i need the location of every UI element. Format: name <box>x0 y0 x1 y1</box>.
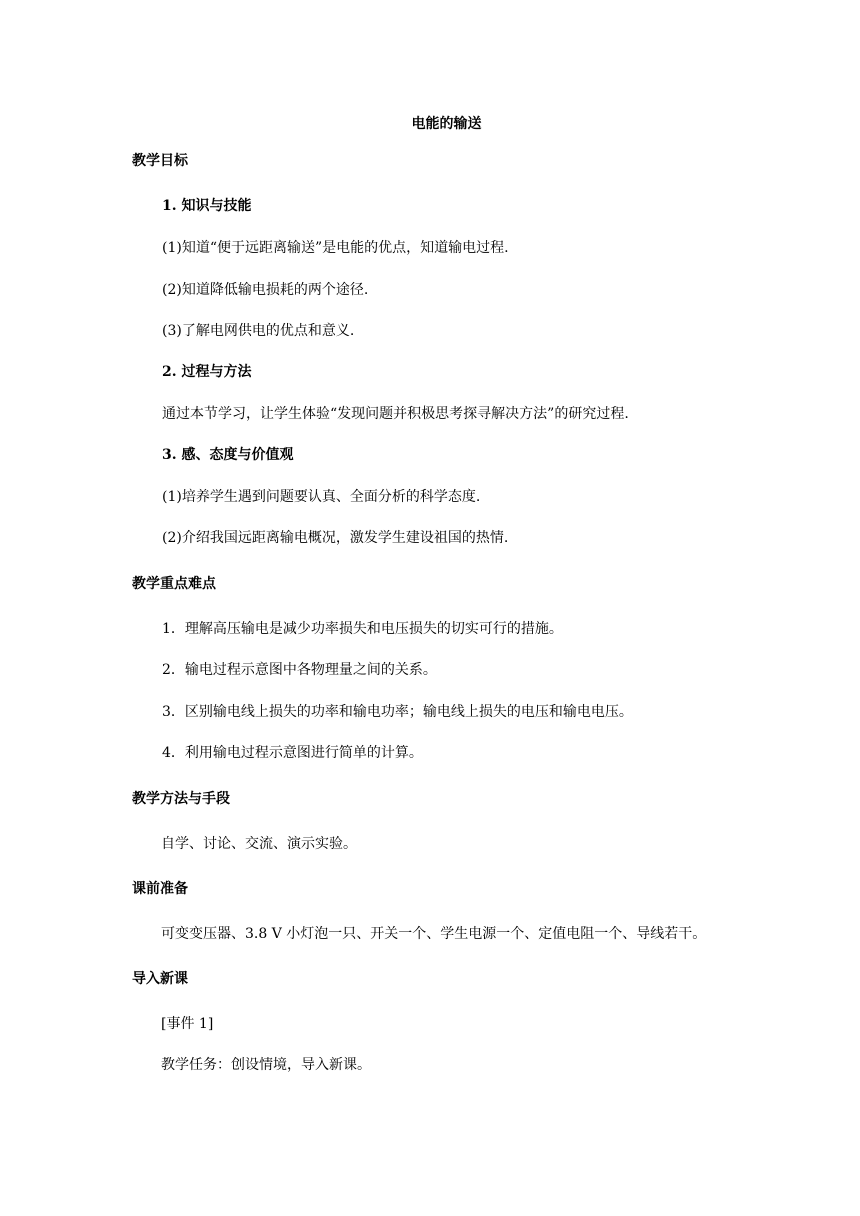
process-text: 通过本节学习，让学生体验“发现问题并积极思考探寻解决方法”的研究过程. <box>162 406 629 422</box>
intro-task: 教学任务：创设情境，导入新课。 <box>161 1057 371 1073</box>
knowledge-item-3: (3)了解电网供电的优点和意义. <box>162 323 355 339</box>
heading-intro: 导入新课 <box>132 971 188 987</box>
intro-event: [事件 1] <box>161 1016 214 1032</box>
key-point-2: 2．输电过程示意图中各物理量之间的关系。 <box>162 662 437 678</box>
heading-preparation: 课前准备 <box>132 881 188 897</box>
subheading-process: 2. 过程与方法 <box>162 364 252 380</box>
heading-methods: 教学方法与手段 <box>132 791 230 807</box>
knowledge-item-2: (2)知道降低输电损耗的两个途径. <box>162 282 369 298</box>
heading-objectives: 教学目标 <box>132 153 188 169</box>
key-point-1: 1．理解高压输电是减少功率损失和电压损失的切实可行的措施。 <box>162 621 563 637</box>
methods-text: 自学、讨论、交流、演示实验。 <box>161 836 357 852</box>
subheading-knowledge: 1. 知识与技能 <box>162 198 252 214</box>
key-point-4: 4．利用输电过程示意图进行简单的计算。 <box>162 745 423 761</box>
attitude-item-1: (1)培养学生遇到问题要认真、全面分析的科学态度. <box>162 489 481 505</box>
document-title: 电能的输送 <box>411 116 482 132</box>
attitude-item-2: (2)介绍我国远距离输电概况，激发学生建设祖国的热情. <box>162 530 509 546</box>
key-point-3: 3．区别输电线上损失的功率和输电功率；输电线上损失的电压和输电电压。 <box>162 704 633 720</box>
preparation-text: 可变变压器、3.8 V 小灯泡一只、开关一个、学生电源一个、定值电阻一个、导线若干。 <box>161 926 707 942</box>
knowledge-item-1: (1)知道“便于远距离输送”是电能的优点，知道输电过程. <box>162 240 509 256</box>
heading-key-points: 教学重点难点 <box>132 576 216 592</box>
subheading-attitude: 3. 感、态度与价值观 <box>162 447 294 463</box>
